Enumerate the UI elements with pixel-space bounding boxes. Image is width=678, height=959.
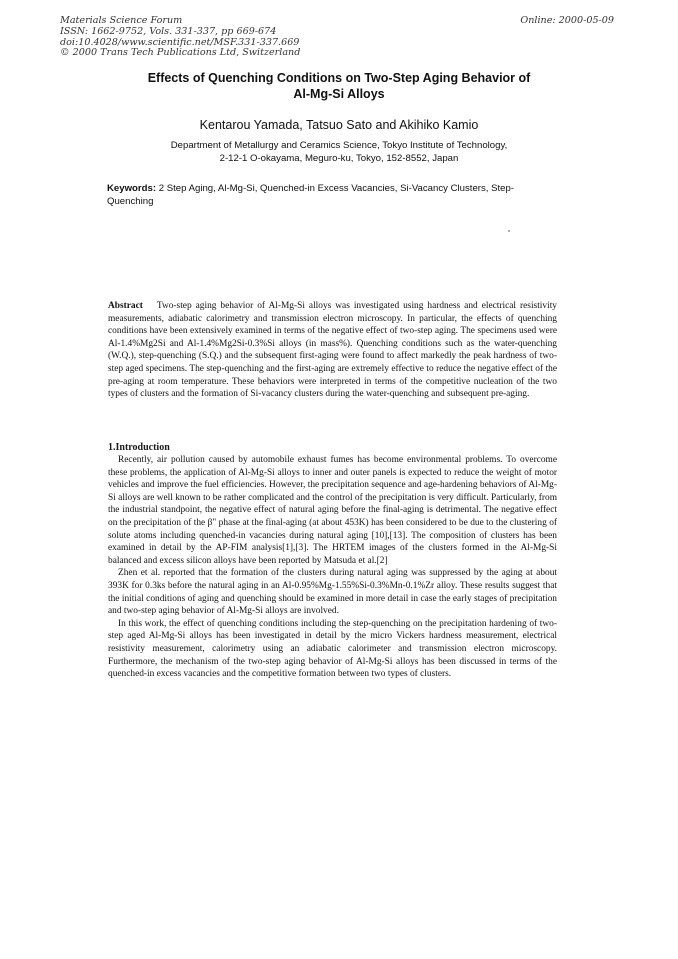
online-date: Online: 2000-05-09	[520, 15, 614, 26]
paper-title	[60, 70, 618, 102]
section-heading-introduction: 1.Introduction	[108, 442, 170, 453]
keywords	[107, 183, 555, 208]
keywords-text: 2 Step Aging, Al-Mg-Si, Quenched-in Excess Vacancies, Si-Vacancy Clusters, Step-Quenching	[107, 183, 515, 207]
keywords-label: Keywords:	[107, 183, 157, 194]
intro-paragraph-2: Zhen et al. reported that the formation of the clusters during natural aging was suppressed by the aging at about 393K for 0.3ks before the natural aging in an Al-0.95%Mg-1.55%Si-0.3%Mn-0.1%Zr alloy. These results suggest that the initial conditions of aging and quenching should be examined in more detail in case the early stages of precipitation and two-step aging behavior of Al-Mg-Si alloys are involved.	[108, 568, 557, 617]
journal-name: Materials Science Forum	[60, 15, 183, 26]
authors: Kentarou Yamada, Tatsuo Sato and Akihiko Kamio	[199, 118, 479, 132]
title-line-1: Effects of Quenching Conditions on Two-Step Aging Behavior of	[147, 71, 531, 85]
introduction-section	[108, 454, 557, 681]
intro-paragraph-3: In this work, the effect of quenching conditions including the step-quenching on the precipitation hardening of two-step aged Al-Mg-Si alloys has been investigated in detail by the micro Vickers hardness measurement, electrical resistivity measurement, calorimetry using an adiabatic calorimeter and transmission electron microscopy. Furthermore, the mechanism of the two-step aging behavior of Al-Mg-Si alloys has been discussed in terms of the quenched-in excess vacancies and the competitive formation between two types of clusters.	[108, 618, 557, 680]
affiliation-line-1: Department of Metallurgy and Ceramics Science, Tokyo Institute of Technology,	[170, 140, 508, 151]
copyright-line: © 2000 Trans Tech Publications Ltd, Switzerland	[60, 47, 301, 59]
abstract-text: Two-step aging behavior of Al-Mg-Si alloys was investigated using hardness and electrical resistivity measurements, adiabatic calorimetry and transmission electron microscopy. In particular, the effects of quenching conditions have been extensively examined in terms of the negative effect of two-step aging. The specimens used were Al-1.4%Mg2Si and Al-1.4%Mg2Si-0.3%Si alloys (in mass%). Quenching conditions such as the water-quenching (W.Q.), step-quenching (S.Q.) and the subsequent first-aging were found to affect markedly the peak hardness of two-step aged specimens. The step-quenching and the first-aging are extremely effective to reduce the negative effect of the pre-aging at room temperature. These behaviors were interpreted in terms of the competitive nucleation of the two types of clusters and the formation of Si-vacancy clusters during the water-quenching and subsequent pre-aging.	[108, 301, 557, 400]
affiliation	[80, 140, 598, 165]
abstract	[108, 300, 557, 401]
issn-line: ISSN: 1662-9752, Vols. 331-337, pp 669-674	[60, 25, 277, 37]
abstract-label: Abstract	[108, 301, 143, 311]
intro-paragraph-1: Recently, air pollution caused by automobile exhaust fumes has become environmental problems. To overcome these problems, the application of Al-Mg-Si alloys to inner and outer panels is expected to reduce the weight of motor vehicles and improve the fuel efficiencies. However, the precipitation sequence and age-hardening behaviors of Al-Mg-Si alloys are well known to be rather complicated and the control of the precipitation is very difficult. Particularly, from the industrial standpoint, the negative effect of natural aging before the final-aging is detrimental. The negative effect on the precipitation of the β" phase at the final-aging (at about 453K) has been considered to be due to the clustering of solute atoms including quenched-in vacancies during natural aging [10],[13]. The composition of clusters has been examined in detail by the AP-FIM analysis[1],[3]. The HRTEM images of the clusters formed in the Al-Mg-Si balanced and excess silicon alloys have been reported by Matsuda et al.[2]	[108, 455, 557, 566]
speck	[508, 230, 510, 232]
title-line-2: Al-Mg-Si Alloys	[293, 87, 385, 101]
doi-link[interactable]: doi:10.4028/www.scientific.net/MSF.331-337.669	[60, 36, 300, 48]
journal-header	[60, 16, 300, 59]
affiliation-line-2: 2-12-1 O-okayama, Meguro-ku, Tokyo, 152-8552, Japan	[219, 152, 459, 164]
